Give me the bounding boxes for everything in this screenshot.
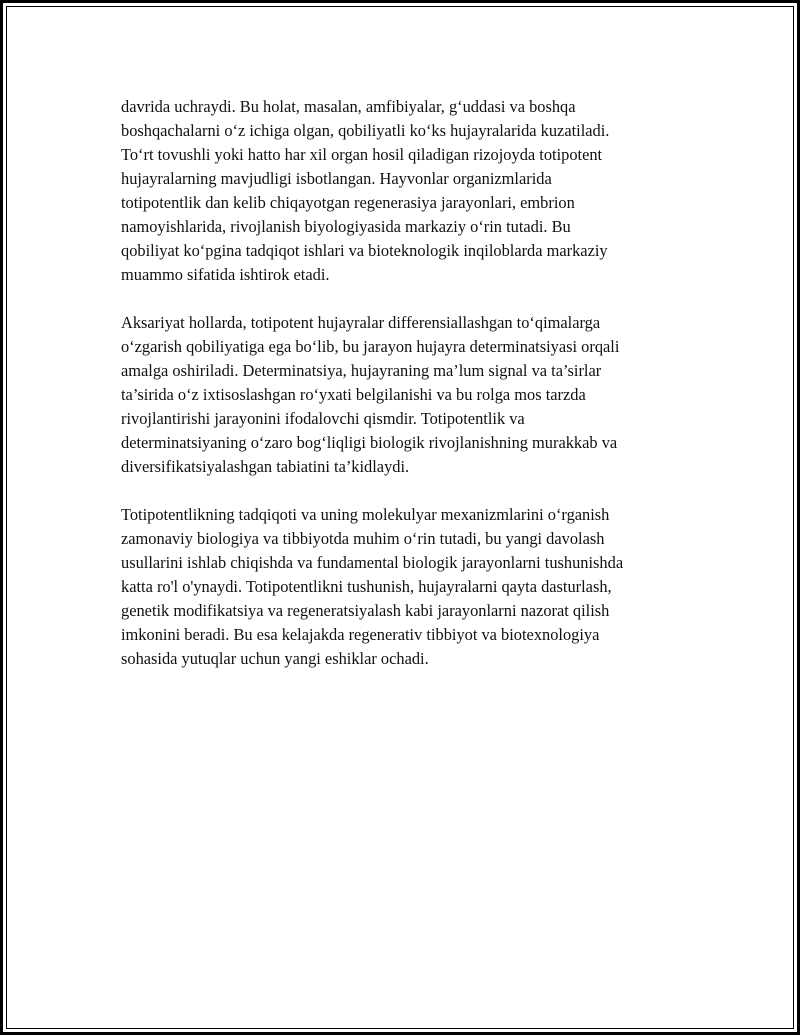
text-line: katta ro'l o'ynaydi. Totipotentlikni tushunish, hujayralarni qayta dasturlash, xyxy=(121,577,612,596)
text-line: rivojlantirishi jarayonini ifodalovchi qismdir. Totipotentlik va xyxy=(121,409,525,428)
text-line: zamonaviy biologiya va tibbiyotda muhim o‘rin tutadi, bu yangi davolash xyxy=(121,529,605,548)
text-line: amalga oshiriladi. Determinatsiya, hujayraning ma’lum signal va ta’sirlar xyxy=(121,361,602,380)
text-line: hujayralarning mavjudligi isbotlangan. Hayvonlar organizmlarida xyxy=(121,169,552,188)
text-line: diversifikatsiyalashgan tabiatini ta’kidlaydi. xyxy=(121,457,410,476)
text-line: usullarini ishlab chiqishda va fundamental biologik jarayonlarni tushunishda xyxy=(121,553,624,572)
text-line: namoyishlarida, rivojlanish biyologiyasida markaziy o‘rin tutadi. Bu xyxy=(121,217,571,236)
text-line: Totipotentlikning tadqiqoti va uning molekulyar mexanizmlarini o‘rganish xyxy=(121,505,610,524)
text-line: muammo sifatida ishtirok etadi. xyxy=(121,265,330,284)
text-line: To‘rt tovushli yoki hatto har xil organ hosil qiladigan rizojoyda totipotent xyxy=(121,145,603,164)
text-line: boshqachalarni o‘z ichiga olgan, qobiliyatli ko‘ks hujayralarida kuzatiladi. xyxy=(121,121,610,140)
text-line: totipotentlik dan kelib chiqayotgan regenerasiya jarayonlari, embrion xyxy=(121,193,575,212)
paragraph-1 xyxy=(121,95,696,287)
text-line: genetik modifikatsiya va regeneratsiyalash kabi jarayonlarni nazorat qilish xyxy=(121,601,610,620)
text-line: imkonini beradi. Bu esa kelajakda regenerativ tibbiyot va biotexnologiya xyxy=(121,625,600,644)
text-line: Aksariyat hollarda, totipotent hujayralar differensiallashgan to‘qimalarga xyxy=(121,313,601,332)
text-line: sohasida yutuqlar uchun yangi eshiklar ochadi. xyxy=(121,649,429,668)
document-body xyxy=(121,95,696,695)
text-line: davrida uchraydi. Bu holat, masalan, amfibiyalar, g‘uddasi va boshqa xyxy=(121,97,576,116)
text-line: o‘zgarish qobiliyatiga ega bo‘lib, bu jarayon hujayra determinatsiyasi orqali xyxy=(121,337,620,356)
paragraph-2 xyxy=(121,311,696,479)
text-line: qobiliyat ko‘pgina tadqiqot ishlari va bioteknologik inqiloblarda markaziy xyxy=(121,241,608,260)
text-line: determinatsiyaning o‘zaro bog‘liqligi biologik rivojlanishning murakkab va xyxy=(121,433,618,452)
paragraph-3 xyxy=(121,503,696,671)
text-line: ta’sirida o‘z ixtisoslashgan ro‘yxati belgilanishi va bu rolga mos tarzda xyxy=(121,385,586,404)
